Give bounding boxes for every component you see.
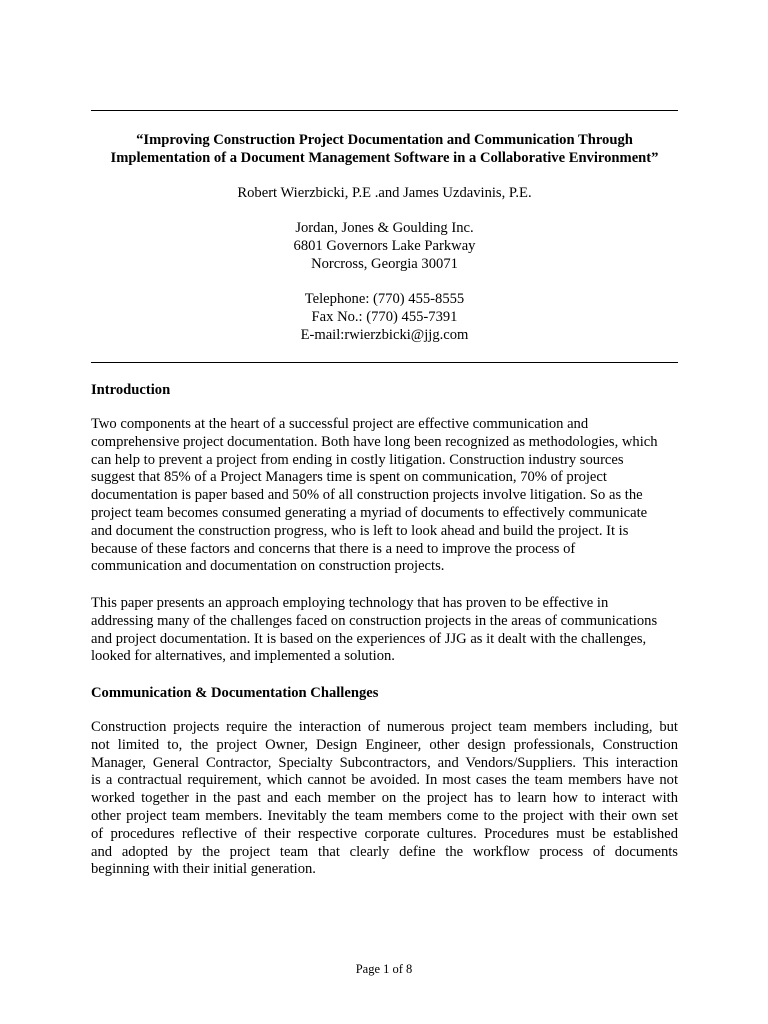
text-line: and project documentation. It is based on the experiences of JJG as it dealt with the challenges,: [91, 630, 647, 647]
text-line: not limited to, the project Owner, Design Engineer, other design professionals, Construction: [91, 736, 678, 753]
text-line: other project team members. Inevitably the team members come to the project with their own set: [91, 807, 678, 824]
text-line: suggest that 85% of a Project Managers time is spent on communication, 70% of project: [91, 469, 607, 486]
text-line: comprehensive project documentation. Both have long been recognized as methodologies, which: [91, 433, 658, 450]
affiliation-street: 6801 Governors Lake Parkway: [293, 238, 476, 254]
text-line: worked together in the past and each member on the project has to learn how to interact with: [91, 790, 678, 807]
paper-title-line-1: “Improving Construction Project Documentation and Communication Through: [136, 132, 633, 148]
contact-telephone: Telephone: (770) 455-8555: [304, 291, 465, 307]
contact-email: E-mail:rwierzbicki@jjg.com: [300, 327, 469, 343]
affiliation-company: Jordan, Jones & Goulding Inc.: [295, 220, 474, 236]
text-line: and adopted by the project team that clearly define the workflow process of documents: [91, 843, 678, 860]
introduction-paragraph-2: [91, 595, 678, 666]
top-divider: [91, 110, 678, 111]
text-line: communication and documentation on construction projects.: [91, 558, 445, 575]
text-line: Manager, General Contractor, Specialty Subcontractors, and Vendors/Suppliers. This interaction: [91, 754, 678, 771]
section-heading-introduction: Introduction: [91, 382, 171, 398]
text-line: of procedures reflective of their respective corporate cultures. Procedures must be established: [91, 825, 678, 842]
paper-title-line-2: Implementation of a Document Management Software in a Collaborative Environment”: [110, 150, 659, 166]
section-heading-challenges: Communication & Documentation Challenges: [91, 685, 379, 701]
text-line: Construction projects require the interaction of numerous project team members including, but: [91, 719, 678, 735]
affiliation-city: Norcross, Georgia 30071: [311, 256, 458, 272]
text-line: and document the construction progress, who is left to look ahead and build the project. It is: [91, 522, 629, 539]
text-line: project team becomes consumed generating a myriad of documents to effectively communicate: [91, 504, 648, 521]
author-names: Robert Wierzbicki, P.E .and James Uzdavinis, P.E.: [237, 185, 532, 201]
text-line: is a contractual requirement, which cannot be avoided. In most cases the team members have not: [91, 772, 678, 789]
header-divider: [91, 362, 678, 363]
text-line: Two components at the heart of a successful project are effective communication and: [91, 416, 589, 432]
contact-fax: Fax No.: (770) 455-7391: [311, 309, 458, 325]
text-line: looked for alternatives, and implemented a solution.: [91, 648, 395, 665]
page-number: Page 1 of 8: [355, 962, 413, 976]
text-line: beginning with their initial generation.: [91, 861, 316, 878]
text-line: documentation is paper based and 50% of all construction projects involve litigation. So as the: [91, 487, 643, 504]
introduction-paragraph-1: [91, 416, 678, 576]
challenges-paragraph-1: [91, 719, 678, 879]
text-line: addressing many of the challenges faced on construction projects in the areas of communications: [91, 612, 658, 629]
paper-title: [91, 131, 678, 167]
text-line: This paper presents an approach employing technology that has proven to be effective in: [91, 595, 609, 611]
text-line: because of these factors and concerns that there is a need to improve the process of: [91, 540, 576, 557]
text-line: can help to prevent a project from ending in costly litigation. Construction industry sources: [91, 451, 624, 468]
